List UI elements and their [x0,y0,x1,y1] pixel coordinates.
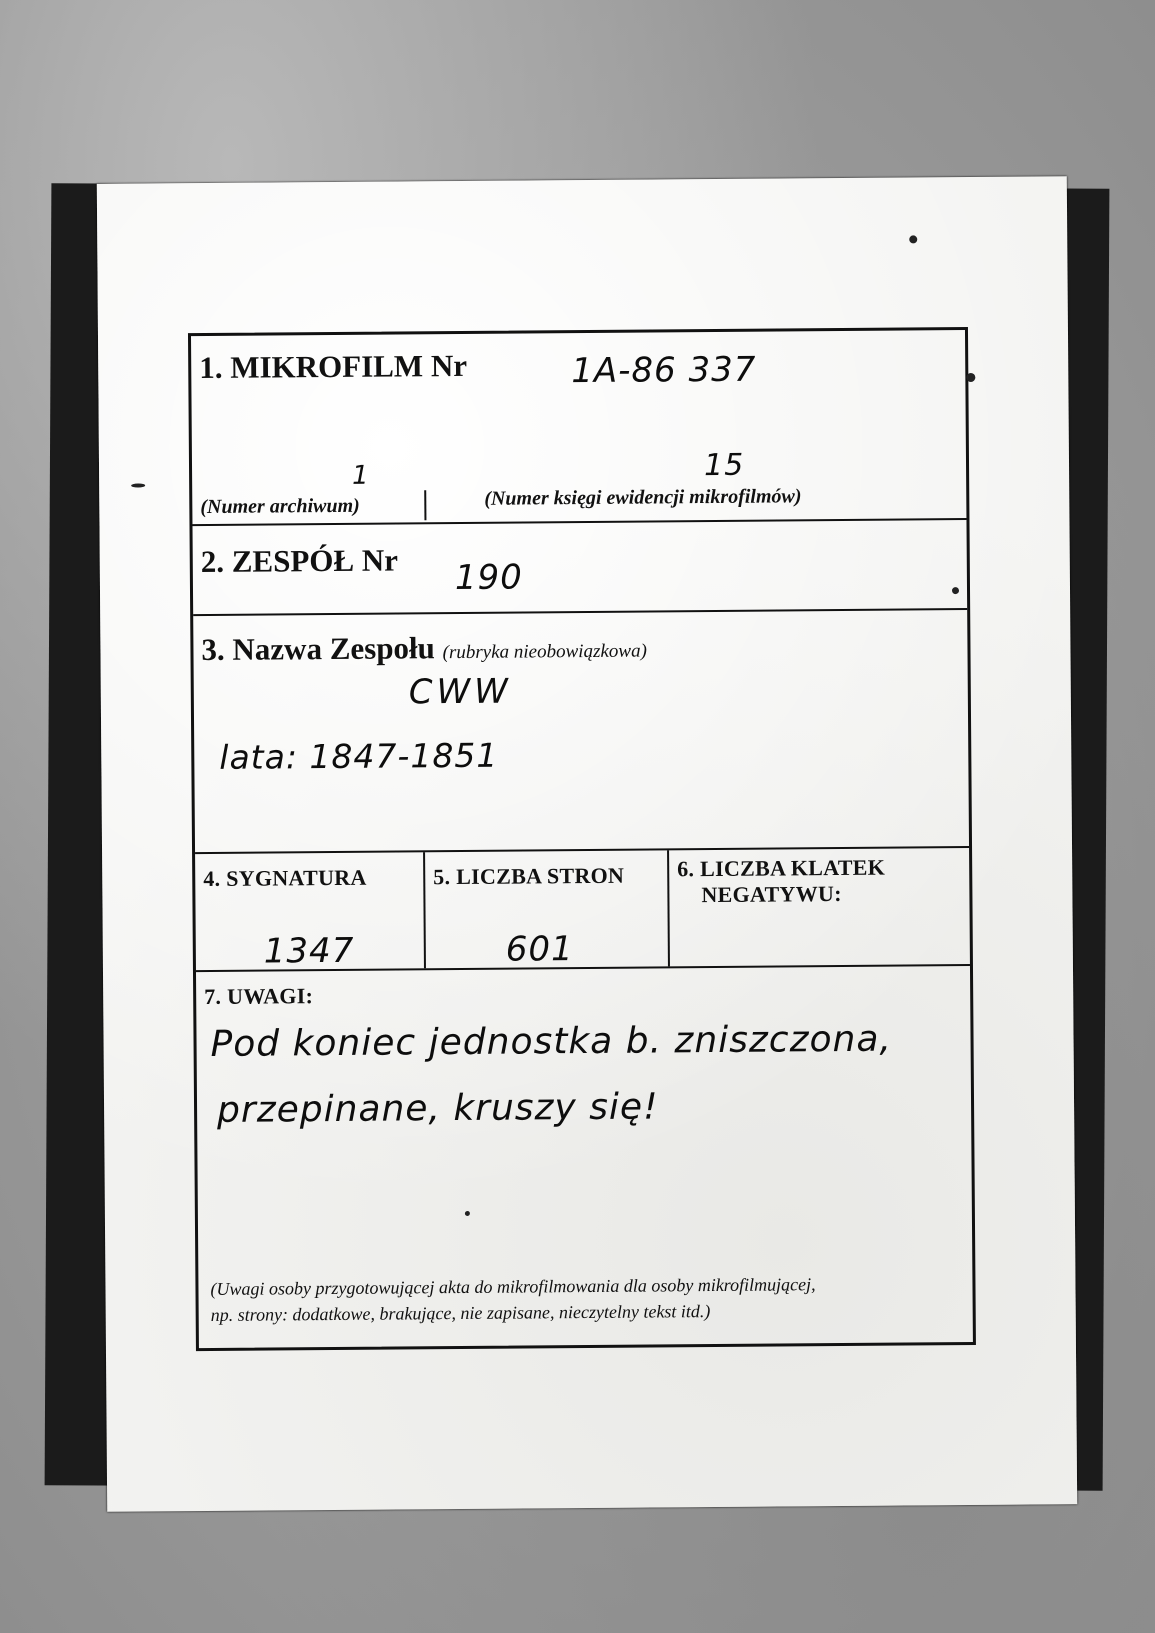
remarks-instructions-line2: np. strony: dodatkowe, brakujące, nie zapisane, nieczytelny tekst itd.) [210,1301,711,1325]
remarks-handwritten-line2: przepinane, kruszy się! [216,1086,659,1131]
col-divider-1 [423,852,426,968]
form-table [188,327,976,1351]
negative-frames-label-line1: 6. LICZBA KLATEK [677,854,886,882]
negative-frames-label-line2: NEGATYWU: [701,881,842,908]
remarks-handwritten-line1: Pod koniec jednostka b. zniszczona, [210,1018,893,1065]
fonds-name-label [201,629,647,668]
section-fonds-number [192,520,967,616]
page-count-value: 601 [505,929,574,970]
ledger-number-value: 15 [703,447,745,484]
dust-speck [966,373,975,382]
microfilm-number-value: 1A-86 337 [571,349,757,392]
fonds-name-note: (rubryka nieobowiązkowa) [442,640,647,664]
signature-value: 1347 [263,930,355,972]
fonds-years-value: lata: 1847-1851 [219,735,499,777]
microfilm-label: 1. MIKROFILM Nr [199,347,468,386]
section-signature-pages-frames [195,848,970,972]
negative-frames-label [677,855,885,909]
fonds-number-label: 2. ZESPÓŁ Nr [200,542,399,580]
ledger-number-caption: (Numer księgi ewidencji mikrofilmów) [484,485,802,510]
section-fonds-name [193,610,969,854]
section-microfilm-number [191,330,966,526]
archive-number-caption: (Numer archiwum) [200,494,360,519]
signature-label: 4. SYGNATURA [203,864,367,892]
fonds-number-value: 190 [454,557,523,599]
microfilm-card [97,176,1077,1512]
dust-speck [465,1211,470,1216]
caption-divider [424,490,426,520]
archive-number-value: 1 [351,460,370,491]
dust-speck [131,483,145,487]
fonds-name-value: CWW [408,671,512,713]
remarks-instructions-line1: (Uwagi osoby przygotowującej akta do mikrofilmowania dla osoby mikrofilmującej, [210,1274,816,1299]
fonds-name-label-text: 3. Nazwa Zespołu [201,630,435,668]
page-count-label: 5. LICZBA STRON [433,862,625,890]
section-remarks [196,966,973,1348]
col-divider-2 [667,850,670,966]
remarks-instructions [210,1270,960,1328]
dust-speck [909,235,917,243]
remarks-label: 7. UWAGI: [204,983,314,1010]
dust-speck [952,587,959,594]
